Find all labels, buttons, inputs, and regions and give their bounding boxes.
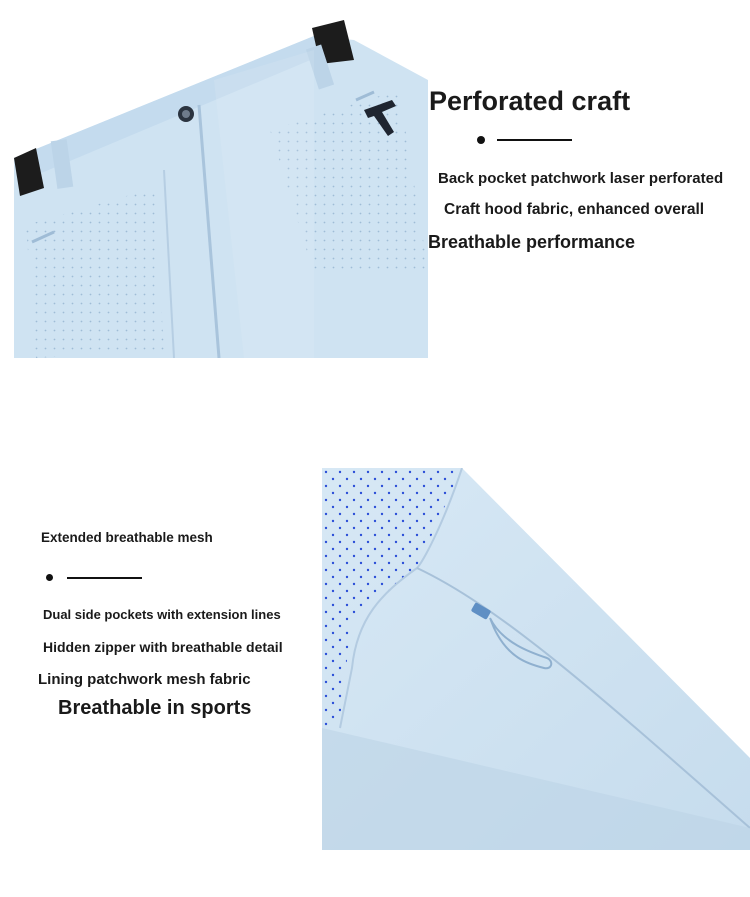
bullet-dot-icon (46, 574, 53, 581)
section-heading-extended-mesh: Extended breathable mesh (41, 530, 213, 545)
emphasis-line: Breathable in sports (58, 697, 252, 719)
feature-line-2: Craft hood fabric, enhanced overall (444, 201, 705, 218)
feature-line-3: Breathable performance (428, 232, 636, 252)
section-title-perforated-craft: Perforated craft (429, 86, 631, 116)
product-photo-side-pocket (322, 468, 750, 850)
divider-line (497, 139, 572, 141)
bullet-dot-icon (477, 136, 485, 144)
feature-line-3: Lining patchwork mesh fabric (38, 671, 251, 688)
feature-line-1: Dual side pockets with extension lines (43, 607, 281, 622)
feature-line-1: Back pocket patchwork laser perforated (438, 170, 724, 187)
feature-line-2: Hidden zipper with breathable detail (43, 639, 283, 655)
product-photo-back-pocket (14, 20, 428, 358)
divider-line (67, 577, 142, 579)
